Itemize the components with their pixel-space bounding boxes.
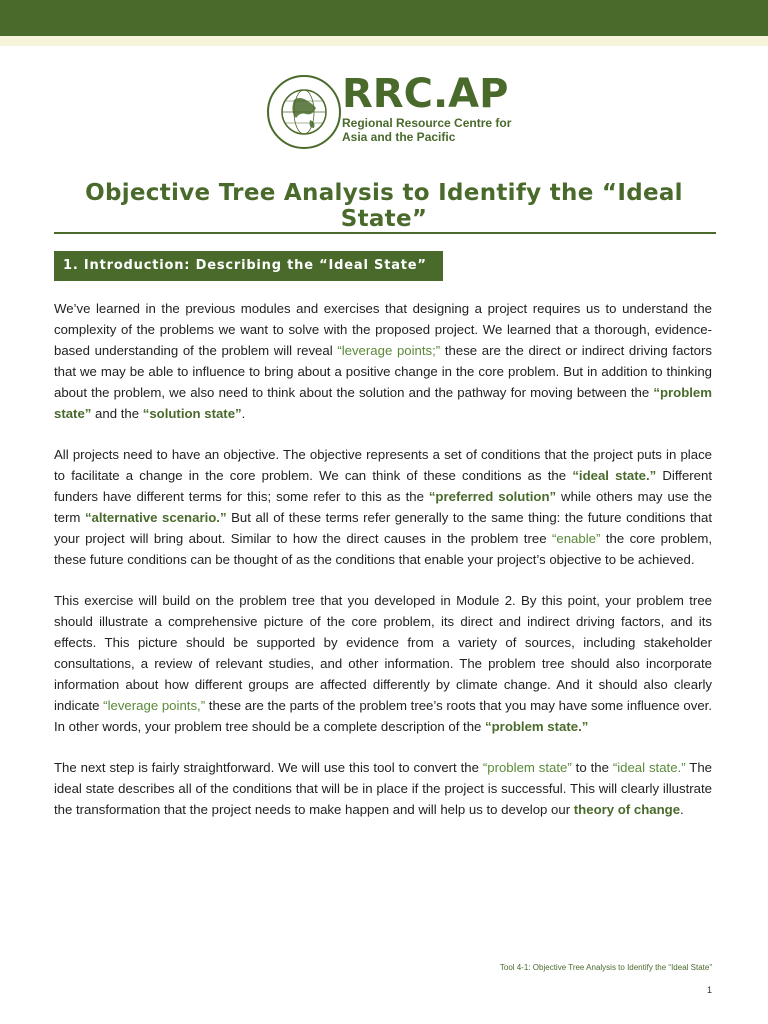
header-stripe — [0, 36, 768, 46]
brand-name: RRC.AP — [342, 71, 509, 117]
p3-highlight: “leverage points,” — [103, 698, 206, 713]
rrcap-logo — [262, 72, 512, 152]
p2-bold: “ideal state.” — [572, 468, 657, 483]
p2-text: All projects need to have an objective. The objective represents a set of conditions that the project puts in place to facilitate a change in the core problem. We can think of these conditions as the — [54, 447, 712, 483]
p1-text: these are the direct or indirect driving factors that we may be able to influence to bring about a positive change in the core problem. But in addition to thinking about the problem, we also need to think about the solution and the pathway for moving between the — [54, 343, 713, 400]
p2-text: while others may use the term — [54, 489, 712, 525]
paragraph-2 — [54, 444, 712, 570]
p3-text: these are the parts of the problem tree’s roots that you may have some influence over. In other words, your problem tree should be a complete description of the — [54, 698, 713, 734]
page-number: 1 — [706, 985, 712, 995]
p2-bold: “preferred solution” — [428, 489, 557, 504]
p2-text: But all of these terms refer generally to the same thing: the future conditions that your project will bring about. Similar to how the direct causes in the problem tree — [54, 510, 712, 546]
document-title: Objective Tree Analysis to Identify the “Ideal State” — [85, 180, 683, 232]
paragraph-3 — [54, 590, 712, 737]
p1-highlight: “leverage points;” — [337, 343, 441, 358]
footer-note: Tool 4-1: Objective Tree Analysis to Identify the “Ideal State” — [499, 963, 712, 972]
p1-text: We’ve learned in the previous modules and exercises that designing a project requires us to understand the complexity of the problems we want to solve with the proposed project. We learned that a thorough, evidence-based understanding of the problem will reveal — [54, 301, 712, 358]
p4-highlight: “problem state” — [482, 760, 572, 775]
p2-text: the core problem, these future conditions can be thought of as the conditions that enable your project’s objective to be achieved. — [54, 531, 712, 567]
header-bar — [0, 0, 768, 36]
p3-bold: “problem state.” — [485, 719, 589, 734]
p2-bold: “alternative scenario.” — [84, 510, 227, 525]
p4-text: The next step is fairly straightforward. We will use this tool to convert the — [54, 760, 483, 775]
body-text — [54, 298, 712, 840]
section-heading: 1. Introduction: Describing the “Ideal State” — [54, 251, 443, 281]
title-divider — [54, 232, 716, 234]
p4-bold: theory of change — [573, 802, 681, 817]
p4-text: The ideal state describes all of the conditions that will be in place if the project is successful. This will clearly illustrate the transformation that the project needs to make happen and will help us to develop our — [54, 760, 712, 817]
p4-text: to the — [571, 760, 613, 775]
brand-subtitle-2: Asia and the Pacific — [342, 130, 456, 144]
p1-bold: “solution state” — [142, 406, 242, 421]
p4-text: . — [680, 802, 684, 817]
p1-text: and the — [91, 406, 143, 421]
p1-bold: “problem state” — [54, 385, 712, 421]
brand-block — [342, 72, 511, 144]
ait-seal-icon — [266, 74, 342, 150]
p2-text: Different funders have different terms for this; some refer to this as the — [54, 468, 713, 504]
paragraph-4 — [54, 757, 712, 820]
p4-highlight: “ideal state.” — [612, 760, 686, 775]
paragraph-1 — [54, 298, 712, 424]
p1-text: . — [241, 406, 246, 421]
brand-subtitle-1: Regional Resource Centre for — [342, 116, 512, 130]
p2-highlight: “enable” — [551, 531, 601, 546]
p3-text: This exercise will build on the problem tree that you developed in Module 2. By this point, your problem tree should illustrate a comprehensive picture of the core problem, its direct and indirect driving factors, and its effects. This picture should be supported by evidence from a variety of sources, including stakeholder consultations, a review of relevant studies, and other information. The problem tree should also incorporate information about how different groups are affected differently by climate change. And it should also clearly indicate — [54, 593, 712, 713]
